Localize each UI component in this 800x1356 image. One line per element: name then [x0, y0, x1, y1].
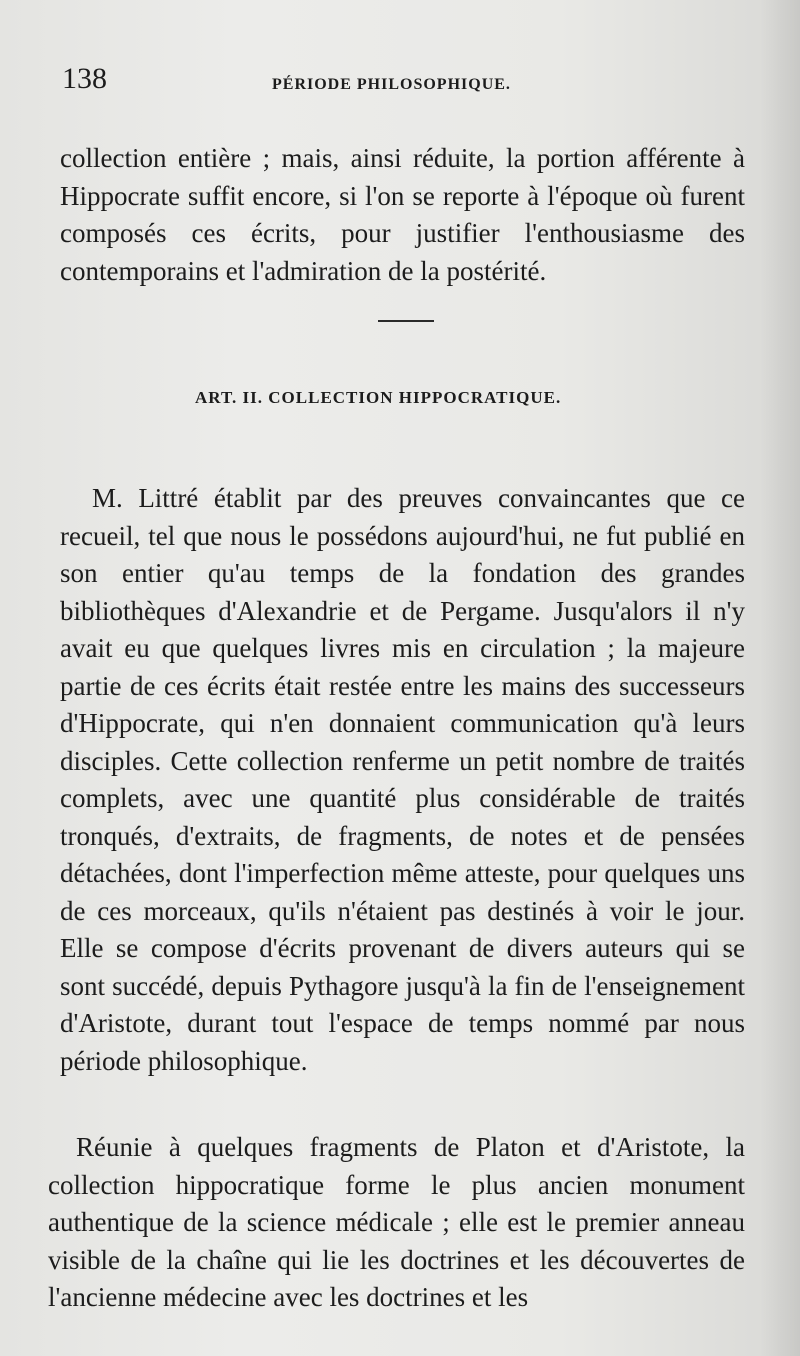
body-paragraph: M. Littré établit par des preuves convaincantes que ce recueil, tel que nous le possédons aujourd'hui, ne fut publié en son entier qu'au temps de la fondation des grandes bibliothèques d'Alexandrie et de Pergame. Jusqu'alors il n'y avait eu que quelques livres mis en circulation ; la majeure partie de ces écrits était restée entre les mains des successeurs d'Hippocrate, qui n'en donnaient communication qu'à leurs disciples. Cette collection renferme un petit nombre de traités complets, avec une quantité plus considérable de traités tronqués, d'extraits, de fragments, de notes et de pensées détachées, dont l'imperfection même atteste, pour quelques uns de ces morceaux, qu'ils n'étaient pas destinés à voir le jour. Elle se compose d'écrits provenant de divers auteurs qui se sont succédé, depuis Pythagore jusqu'à la fin de l'enseignement d'Aristote, durant tout l'espace de temps nommé par nous période philosophique. — [60, 483, 745, 1076]
section-divider — [378, 320, 434, 322]
section-title: ART. II. COLLECTION HIPPOCRATIQUE. — [195, 388, 562, 407]
continuation-paragraph: collection entière ; mais, ainsi réduite, la portion afférente à Hippocrate suffit encore, si l'on se reporte à l'époque où furent composés ces écrits, pour justifier l'enthousiasme des contemporains et l'admiration de la postérité. — [60, 143, 745, 286]
page-number: 138 — [62, 62, 107, 95]
body-paragraph: Réunie à quelques fragments de Platon et d'Aristote, la collection hippocratique forme le plus ancien monument authentique de la science médicale ; elle est le premier anneau visible de la chaîne qui lie les doctrines et les découvertes de l'ancienne médecine avec les doctrines et les — [48, 1132, 745, 1312]
page-header — [62, 62, 752, 102]
running-head: PÉRIODE PHILOSOPHIQUE. — [272, 76, 511, 93]
